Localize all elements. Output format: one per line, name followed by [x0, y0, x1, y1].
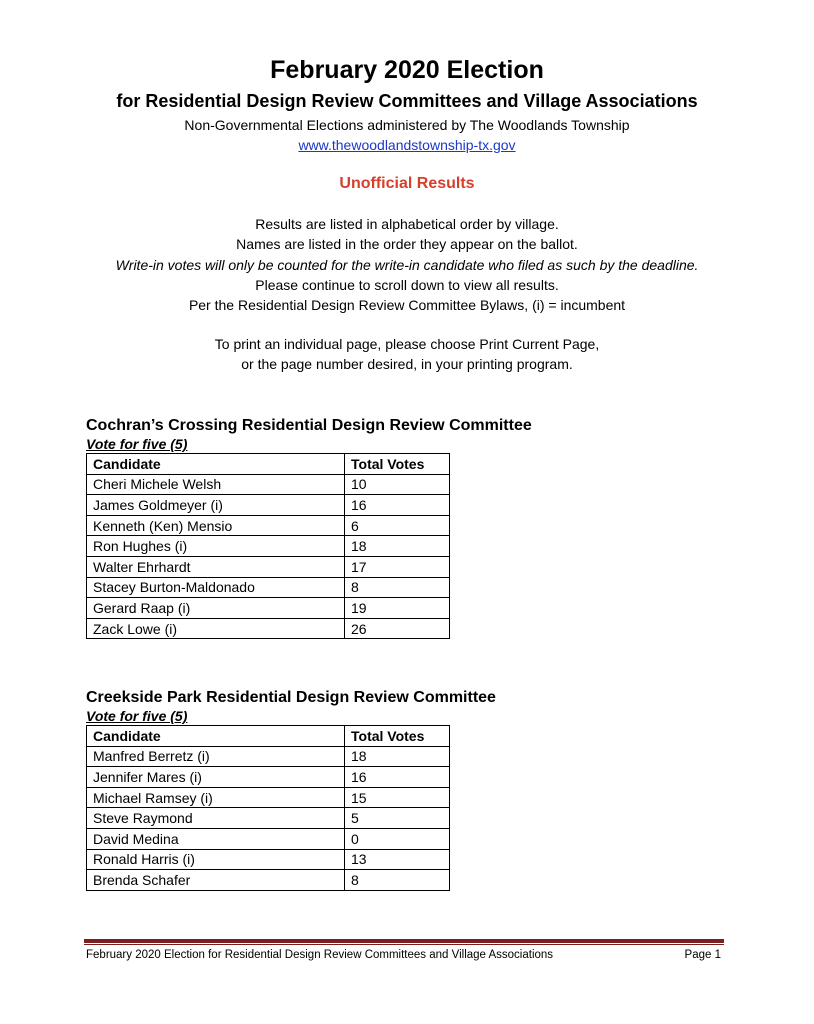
vote-count: 18 [345, 536, 450, 557]
table-row [87, 787, 450, 808]
column-header-candidate: Candidate [87, 454, 345, 475]
vote-count: 6 [345, 515, 450, 536]
footer-divider [84, 939, 724, 943]
vote-count: 10 [345, 474, 450, 495]
column-header-total-votes: Total Votes [345, 454, 450, 475]
unofficial-results-label: Unofficial Results [339, 175, 475, 192]
candidate-name: Zack Lowe (i) [87, 618, 345, 639]
candidate-name: Kenneth (Ken) Mensio [87, 515, 345, 536]
table-row [87, 746, 450, 767]
candidate-name: Cheri Michele Welsh [87, 474, 345, 495]
candidate-name: Walter Ehrhardt [87, 556, 345, 577]
table-row [87, 618, 450, 639]
candidate-name: Stacey Burton-Maldonado [87, 577, 345, 598]
vote-count: 17 [345, 556, 450, 577]
table-row [87, 536, 450, 557]
vote-count: 5 [345, 808, 450, 829]
note-alphabetical: Results are listed in alphabetical order by village. [255, 216, 559, 232]
vote-for-label: Vote for five (5) [86, 436, 188, 452]
candidate-name: Steve Raymond [87, 808, 345, 829]
vote-count: 15 [345, 787, 450, 808]
candidate-name: Jennifer Mares (i) [87, 767, 345, 788]
candidate-name: Manfred Berretz (i) [87, 746, 345, 767]
table-row [87, 495, 450, 516]
table-header-row [87, 454, 450, 475]
candidate-name: Brenda Schafer [87, 870, 345, 891]
note-ballot-order: Names are listed in the order they appear on the ballot. [236, 236, 578, 252]
candidate-name: Gerard Raap (i) [87, 598, 345, 619]
vote-count: 18 [345, 746, 450, 767]
table-header-row [87, 726, 450, 747]
section-title-cochrans-crossing: Cochran’s Crossing Residential Design Review Committee [86, 417, 532, 434]
footer-title: February 2020 Election for Residential Design Review Committees and Village Associations [86, 949, 554, 961]
vote-count: 16 [345, 495, 450, 516]
table-row [87, 598, 450, 619]
results-table-cochrans-crossing [86, 453, 450, 639]
note-incumbent: Per the Residential Design Review Committee Bylaws, (i) = incumbent [188, 297, 626, 313]
note-scroll: Please continue to scroll down to view all results. [255, 277, 559, 293]
column-header-total-votes: Total Votes [345, 726, 450, 747]
section-title-creekside-park: Creekside Park Residential Design Review Committee [86, 689, 496, 706]
administered-by-text: Non-Governmental Elections administered by The Woodlands Township [184, 117, 630, 133]
township-website-link[interactable]: www.thewoodlandstownship-tx.gov [298, 137, 516, 153]
candidate-name: Michael Ramsey (i) [87, 787, 345, 808]
footer-divider-thin [84, 944, 724, 945]
vote-count: 13 [345, 849, 450, 870]
candidate-name: Ron Hughes (i) [87, 536, 345, 557]
page-number: Page 1 [684, 949, 721, 961]
vote-count: 0 [345, 828, 450, 849]
table-row [87, 828, 450, 849]
table-row [87, 577, 450, 598]
print-instruction-1: To print an individual page, please choose Print Current Page, [214, 336, 600, 352]
table-row [87, 556, 450, 577]
table-row [87, 849, 450, 870]
candidate-name: David Medina [87, 828, 345, 849]
vote-count: 16 [345, 767, 450, 788]
results-table-creekside-park [86, 725, 450, 891]
candidate-name: Ronald Harris (i) [87, 849, 345, 870]
vote-count: 26 [345, 618, 450, 639]
vote-count: 8 [345, 577, 450, 598]
vote-count: 19 [345, 598, 450, 619]
vote-count: 8 [345, 870, 450, 891]
table-row [87, 515, 450, 536]
table-row [87, 474, 450, 495]
vote-for-label: Vote for five (5) [86, 708, 188, 724]
page-title: February 2020 Election [270, 56, 544, 84]
table-row [87, 870, 450, 891]
print-instruction-2: or the page number desired, in your printing program. [241, 356, 573, 372]
table-row [87, 767, 450, 788]
column-header-candidate: Candidate [87, 726, 345, 747]
candidate-name: James Goldmeyer (i) [87, 495, 345, 516]
note-write-in: Write-in votes will only be counted for the write-in candidate who filed as such by the deadline. [115, 257, 699, 273]
table-row [87, 808, 450, 829]
page-subtitle: for Residential Design Review Committees and Village Associations [116, 91, 698, 111]
